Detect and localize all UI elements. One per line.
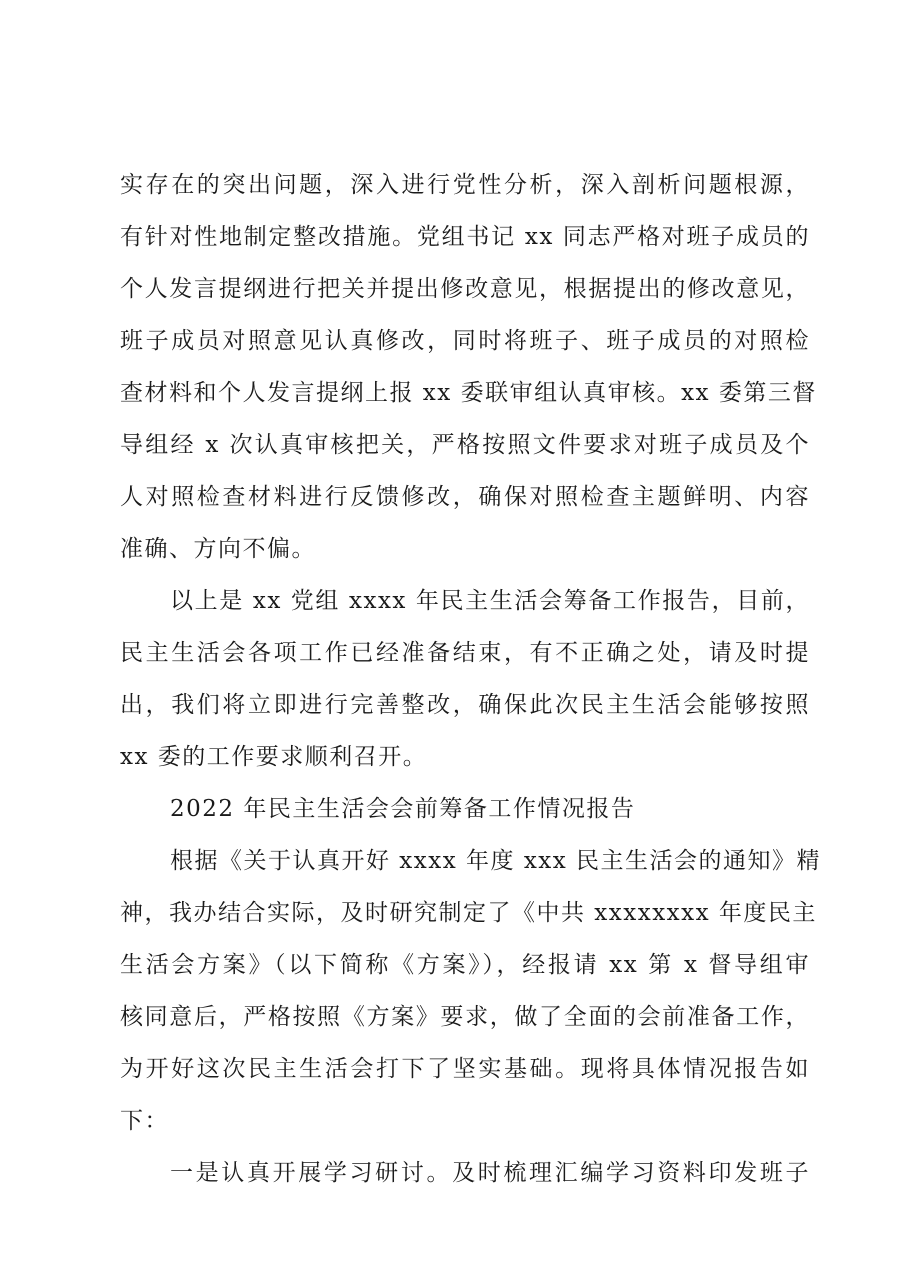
text-line: 查材料和个人发言提纲上报 xx 委联审组认真审核。xx 委第三督 <box>120 380 817 406</box>
text-line: 准确、方向不偏。 <box>120 536 316 562</box>
text-line: 生活会方案》（以下简称《方案》），经报请 xx 第 x 督导组审 <box>120 952 810 978</box>
text-line: 民主生活会各项工作已经准备结束，有不正确之处，请及时提 <box>120 640 810 666</box>
text-line: xx 委的工作要求顺利召开。 <box>120 744 428 770</box>
text-line: 核同意后，严格按照《方案》要求，做了全面的会前准备工作， <box>120 1004 810 1030</box>
text-line: 有针对性地制定整改措施。党组书记 xx 同志严格对班子成员的 <box>120 224 810 250</box>
text-line: 人对照检查材料进行反馈修改，确保对照检查主题鲜明、内容 <box>120 484 810 510</box>
text-line: 为开好这次民主生活会打下了坚实基础。现将具体情况报告如 <box>120 1056 810 1082</box>
text-line: 个人发言提纲进行把关并提出修改意见，根据提出的修改意见， <box>120 276 810 302</box>
section-title: 2022 年民主生活会会前筹备工作情况报告 <box>170 796 636 822</box>
text-line: 下： <box>120 1108 169 1134</box>
text-line: 导组经 x 次认真审核把关，严格按照文件要求对班子成员及个 <box>120 432 810 458</box>
text-line: 神，我办结合实际，及时研究制定了《中共 xxxxxxxx 年度民主 <box>120 900 817 926</box>
paragraph-first-line: 以上是 xx 党组 xxxx 年民主生活会筹备工作报告，目前， <box>170 588 810 614</box>
text-line: 出，我们将立即进行完善整改，确保此次民主生活会能够按照 <box>120 692 810 718</box>
paragraph-first-line: 根据《关于认真开好 xxxx 年度 xxx 民主生活会的通知》精 <box>170 848 822 874</box>
text-line: 实存在的突出问题，深入进行党性分析，深入剖析问题根源， <box>120 172 810 198</box>
paragraph-first-line: 一是认真开展学习研讨。及时梳理汇编学习资料印发班子 <box>170 1160 810 1186</box>
text-line: 班子成员对照意见认真修改，同时将班子、班子成员的对照检 <box>120 328 810 354</box>
